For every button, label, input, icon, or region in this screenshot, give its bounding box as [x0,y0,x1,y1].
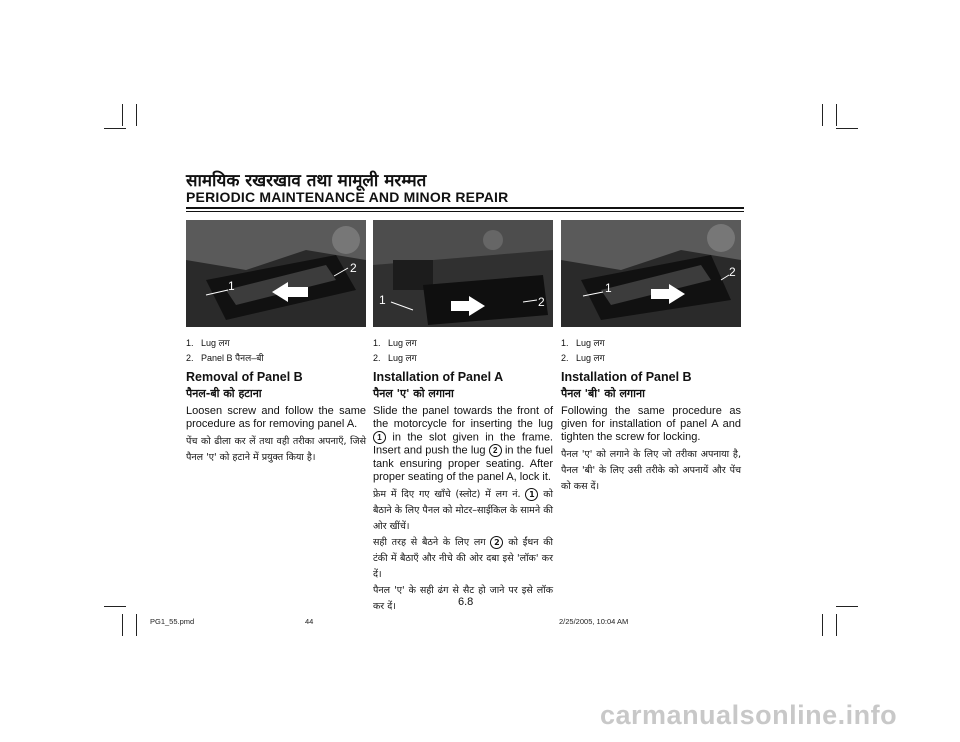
callout-number: 1 [373,431,386,444]
caption-item: 2. Panel B पैनल–बी [186,353,264,363]
title-rule-thin [186,211,744,212]
section-install-panel-b [561,336,741,495]
section-heading: Installation of Panel B [561,370,692,384]
page-number: 6.8 [458,596,474,608]
callout-2: 2 [350,261,357,275]
footer-file: PG1_55.pmd [150,617,195,626]
callout-number: 2 [489,444,502,457]
section-removal-panel-b [186,336,366,466]
section-heading-hindi: पैनल 'ए' को लगाना [373,387,454,400]
callout-number: 2 [490,536,503,549]
page-title-hindi: सामयिक रखरखाव तथा मामूली मरम्मत [186,171,427,191]
footer-page: 44 [305,617,314,626]
callout-1: 1 [228,279,235,293]
caption-item: 1. Lug लग [561,338,605,348]
callout-2: 2 [729,265,736,279]
body-text: Slide the panel towards the front of the motorcycle for inserting the lug 1 in the slot given in the frame. Insert and push the lug 2 in the fuel tank ensuring proper seating. After proper seating of the panel A, lock it. [373,405,553,483]
page-title: PERIODIC MAINTENANCE AND MINOR REPAIR [186,189,509,205]
body-text-hindi: पेंच को ढीला कर लें तथा वही तरीका अपनाएँ, जिसे पैनल 'ए' को हटाने में प्रयुक्त किया है। [186,436,366,463]
caption-item: 1. Lug लग [373,338,417,348]
section-heading: Removal of Panel B [186,370,303,384]
caption-item: 1. Lug लग [186,338,230,348]
photo-panel-b-removal [186,220,366,327]
photo-panel-a-install [373,220,553,327]
footer-datetime: 2/25/2005, 10:04 AM [559,617,629,626]
callout-1: 1 [605,281,612,295]
body-text-hindi: फ्रेम में दिए गए खाँचे (स्लोट) में लग नं. 1 को बैठाने के लिए पैनल को मोटर–साईकिल के सामने की ओर खींचें। सही तरह से बैठने के लिए लग 2 को ईंधन की टंकी में बैठाएँ और नीचे की ओर दबा इसे 'लॉक' कर दें। पैनल 'ए' के सही ढंग से सैट हो जाने पर इसे लॉक कर दें। [373,488,553,612]
watermark: carmanualsonline.info [600,700,898,730]
callout-1: 1 [379,293,386,307]
caption-item: 2. Lug लग [373,353,417,363]
callout-2: 2 [538,295,545,309]
body-text-hindi: पैनल 'ए' को लगाने के लिए जो तरीका अपनाया है, पैनल 'बी' के लिए उसी तरीके को अपनायें और पेंच को कस दें। [561,449,741,492]
callout-number: 1 [525,488,538,501]
photo-panel-b-install [561,220,741,327]
body-text: Following the same procedure as given for installation of panel A and tighten the screw for locking. [561,405,741,443]
body-text: Loosen screw and follow the same procedure as for removing panel A. [186,405,366,430]
section-install-panel-a [373,336,553,615]
section-heading-hindi: पैनल-बी को हटाना [186,387,262,400]
section-heading: Installation of Panel A [373,370,504,384]
title-rule [186,207,744,209]
caption-item: 2. Lug लग [561,353,605,363]
section-heading-hindi: पैनल 'बी' को लगाना [561,387,645,400]
